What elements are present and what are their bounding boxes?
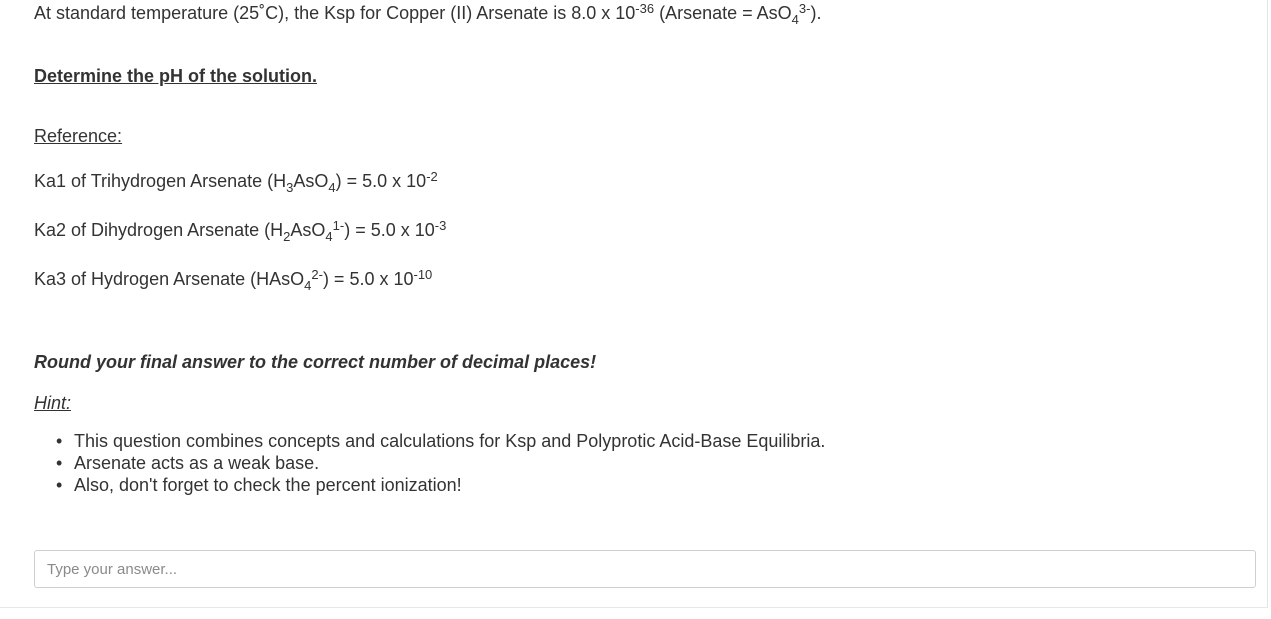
- hint-item: [34, 474, 825, 496]
- arsenate-subscript: 4: [791, 11, 799, 27]
- arsenate-text: (Arsenate = AsO: [654, 3, 792, 23]
- ka2-value-text: ) = 5.0 x 10: [344, 220, 435, 240]
- ka1-exponent: -2: [426, 168, 438, 184]
- ka1-text: Ka1 of Trihydrogen Arsenate (H: [34, 171, 287, 191]
- reference-heading: Reference:: [34, 126, 123, 146]
- intro-text: At standard temperature (25˚C), the Ksp for Copper (II) Arsenate is 8.0 x 10: [34, 3, 636, 23]
- ka1-line: [34, 168, 438, 195]
- bullet-icon: •: [56, 431, 63, 451]
- hint-heading: Hint:: [34, 393, 72, 413]
- ka2-h-subscript: 2: [283, 228, 291, 244]
- question-intro: [34, 0, 822, 27]
- ka2-o-subscript: 4: [325, 228, 333, 244]
- bullet-icon: •: [56, 475, 63, 495]
- ksp-exponent: -36: [635, 0, 655, 16]
- ka1-aso-text: AsO: [293, 171, 329, 191]
- hint-list: [34, 430, 825, 496]
- hint-text: This question combines concepts and calculations for Ksp and Polyprotic Acid-Base Equilibria.: [74, 431, 826, 451]
- ka3-exponent: -10: [413, 266, 433, 282]
- hint-item: [34, 452, 825, 474]
- intro-end: ).: [810, 3, 822, 23]
- ka2-charge: 1-: [332, 217, 345, 233]
- task-heading: Determine the pH of the solution.: [34, 66, 318, 86]
- ka2-text: Ka2 of Dihydrogen Arsenate (H: [34, 220, 284, 240]
- ka2-aso-text: AsO: [290, 220, 326, 240]
- ka1-value-text: ) = 5.0 x 10: [335, 171, 427, 191]
- bullet-icon: •: [56, 453, 63, 473]
- answer-input[interactable]: [34, 550, 1256, 588]
- hint-text: Arsenate acts as a weak base.: [74, 453, 320, 473]
- ka3-o-subscript: 4: [304, 277, 312, 293]
- ka3-line: [34, 266, 433, 293]
- ka1-h-subscript: 3: [286, 179, 294, 195]
- ka2-line: [34, 217, 447, 244]
- ka3-charge: 2-: [311, 266, 323, 282]
- round-note: Round your final answer to the correct number of decimal places!: [34, 352, 597, 372]
- hint-item: [34, 430, 825, 452]
- hint-text: Also, don't forget to check the percent ionization!: [74, 475, 462, 495]
- arsenate-charge: 3-: [798, 0, 811, 16]
- ka3-text: Ka3 of Hydrogen Arsenate (HAsO: [34, 269, 305, 289]
- ka1-o-subscript: 4: [328, 179, 336, 195]
- ka3-value-text: ) = 5.0 x 10: [322, 269, 414, 289]
- ka2-exponent: -3: [434, 217, 447, 233]
